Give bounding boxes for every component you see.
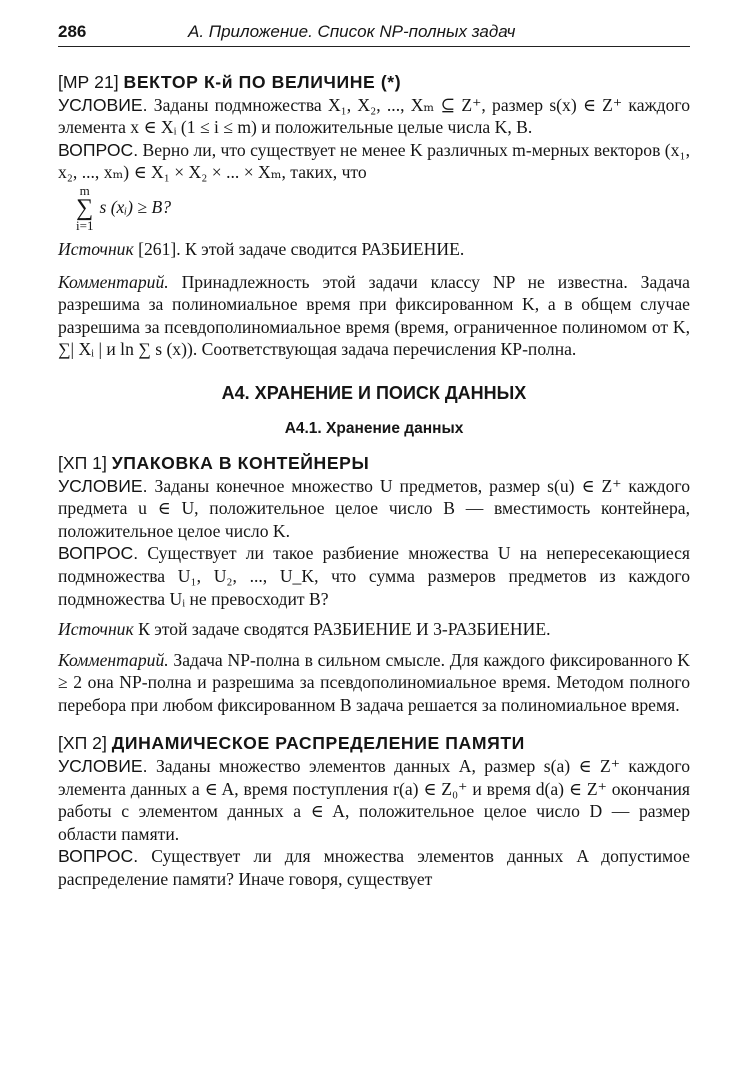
comment-text: Задача NP-полна в сильном смысле. Для каждого фиксированного K ≥ 2 она NP-полна и разрешима за псевдополиномиальное время. Методом полного перебора при любом фиксированном B задача решается за полиномиальное время. xyxy=(58,649,690,715)
sum-upper-limit: m xyxy=(79,182,90,198)
problem-id: [МР 21] xyxy=(58,72,119,92)
problem-heading xyxy=(58,732,690,755)
page-header xyxy=(58,22,690,47)
problem-name: УПАКОВКА В КОНТЕЙНЕРЫ xyxy=(111,452,370,473)
problem-xp1 xyxy=(58,452,690,717)
problem-heading xyxy=(58,71,690,94)
source-paragraph xyxy=(58,618,690,641)
comment-label: Комментарий. xyxy=(58,649,169,670)
question-label: ВОПРОС. xyxy=(58,139,139,160)
condition-paragraph xyxy=(58,755,690,845)
condition-text: Заданы конечное множество U предметов, размер s(u) ∈ Z⁺ каждого предмета u ∈ U, положительное целое число B — вместимость контейнера, положительное целое число K. xyxy=(58,475,691,541)
running-title: А. Приложение. Список NP-полных задач xyxy=(188,22,516,41)
problem-heading xyxy=(58,452,690,475)
source-text: [261]. К этой задаче сводится РАЗБИЕНИЕ. xyxy=(138,238,465,259)
condition-label: УСЛОВИЕ. xyxy=(58,94,148,115)
condition-label: УСЛОВИЕ. xyxy=(58,756,148,777)
condition-text: Заданы множество элементов данных A, размер s(a) ∈ Z⁺ каждого элемента данных a ∈ A, время поступления r(a) ∈ Z₀⁺ и время d(a) ∈ Z⁺ окончания работы с элементом данных a ∈ A, положительное целое число D — размер области памяти. xyxy=(58,756,690,844)
condition-text: Заданы подмножества X₁, X₂, ..., Xₘ ⊆ Z⁺, размер s(x) ∈ Z⁺ каждого элемента x ∈ Xᵢ (1 ≤ i ≤ m) и положительные целые числа K, B. xyxy=(58,94,690,138)
comment-paragraph xyxy=(58,271,690,361)
source-paragraph xyxy=(58,238,690,261)
sum-lower-limit: i=1 xyxy=(76,217,94,233)
source-label: Источник xyxy=(58,238,134,259)
problem-id: [ХП 1] xyxy=(58,452,107,473)
sum-body: s (xᵢ) ≥ B? xyxy=(99,197,172,218)
sum-formula xyxy=(58,184,690,232)
comment-text: Принадлежность этой задачи классу NP не известна. Задача разрешима за полиномиальное время при фиксированном K, а в общем случае разрешима за псевдополиномиальное время (время, ограниченное полиномом от K, ∑| Xᵢ | и ln ∑ s (x)). Соответствующая задача перечисления КР-полна. xyxy=(58,271,690,360)
question-label: ВОПРОС. xyxy=(58,543,139,564)
page-number: 286 xyxy=(58,22,87,41)
question-text: Существует ли для множества элементов данных A допустимое распределение памяти? Иначе говоря, существует xyxy=(58,846,690,890)
question-text: Существует ли такое разбиение множества U на непересекающиеся подмножества U₁, U₂, ..., U_K, что сумма размеров предметов из каждого подмножества Uᵢ не превосходит B? xyxy=(58,543,690,609)
source-text: К этой задаче сводятся РАЗБИЕНИЕ И 3-РАЗБИЕНИЕ. xyxy=(138,619,551,640)
book-page xyxy=(58,22,690,891)
condition-label: УСЛОВИЕ. xyxy=(58,475,148,496)
problem-id: [ХП 2] xyxy=(58,733,107,754)
condition-paragraph xyxy=(58,475,690,543)
comment-label: Комментарий. xyxy=(58,271,169,292)
source-label: Источник xyxy=(58,619,134,640)
subsection-title: А4.1. Хранение данных xyxy=(284,419,464,437)
problem-xp2 xyxy=(58,732,690,890)
question-paragraph xyxy=(58,139,690,184)
question-label: ВОПРОС. xyxy=(58,846,139,867)
condition-paragraph xyxy=(58,94,690,139)
comment-paragraph xyxy=(58,649,690,717)
problem-name: ДИНАМИЧЕСКОЕ РАСПРЕДЕЛЕНИЕ ПАМЯТИ xyxy=(111,733,525,754)
question-text: Верно ли, что существует не менее K различных m-мерных векторов (x₁, x₂, ..., xₘ) ∈ X₁ × X₂ × ... × Xₘ, таких, что xyxy=(58,139,690,183)
question-paragraph xyxy=(58,845,690,890)
question-paragraph xyxy=(58,542,690,610)
sigma-symbol: m ∑ i=1 xyxy=(76,182,94,233)
section-title: А4. ХРАНЕНИЕ И ПОИСК ДАННЫХ xyxy=(221,382,527,403)
problem-mp21 xyxy=(58,71,690,361)
problem-name: ВЕКТОР К-й ПО ВЕЛИЧИНЕ (*) xyxy=(123,72,402,92)
